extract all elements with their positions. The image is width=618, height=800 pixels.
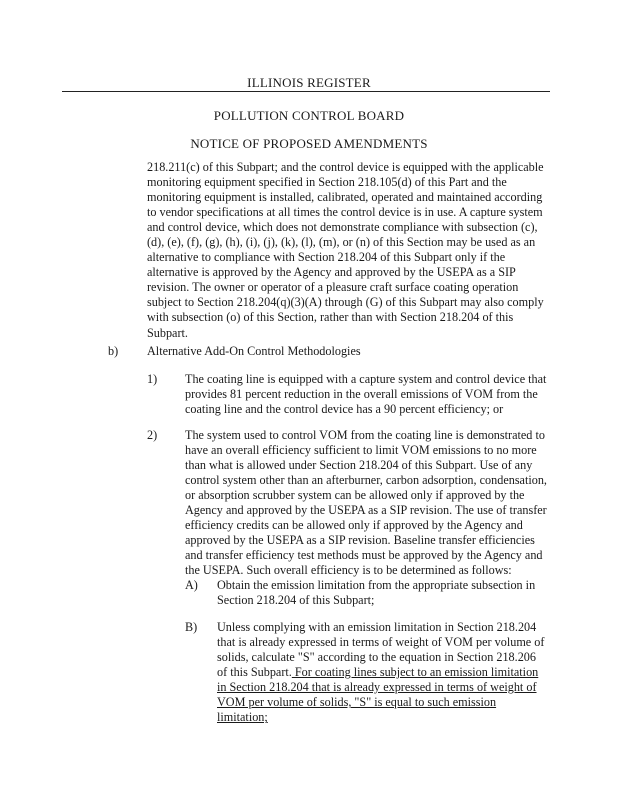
item-A-text [217,578,567,608]
item-B-text [217,620,572,725]
text-line: Subpart. [147,325,188,340]
underlined-line: in Section 218.204 that is already expressed in terms of weight of [217,680,537,695]
item-1-text [185,372,567,417]
text-line: revision. The owner or operator of a pleasure craft surface coating operation [147,280,519,295]
text-line: Section 218.204 of this Subpart; [217,593,375,608]
underlined-line: limitation; [217,710,268,725]
underlined-insertion: For coating lines subject to an emission limitation [291,665,539,680]
text-line: Unless complying with an emission limitation in Section 218.204 [217,620,537,634]
item-B-label: B) [185,620,198,634]
notice-title: NOTICE OF PROPOSED AMENDMENTS [190,136,428,151]
item-2-number: 2) [147,428,158,442]
text-line: alternative is approved by the Agency and approved by the USEPA as a SIP [147,265,516,280]
board-title: POLLUTION CONTROL BOARD [213,108,405,123]
text-line: than what is allowed under Section 218.204 of this Subpart. Use of any [185,458,533,473]
text-segment: of this Subpart. [217,665,292,680]
text-line: alternative to compliance with Section 218.204 of this Subpart only if the [147,250,506,265]
text-line: or absorption scrubber system can be allowed only if approved by the [185,488,525,503]
register-title: ILLINOIS REGISTER [247,75,371,90]
text-line: approved by the USEPA as a SIP revision. Baseline transfer efficiencies [185,533,535,548]
text-line: and control device, which does not demonstrate compliance with subsection (c), [147,220,538,235]
text-line: provides 81 percent reduction in the overall emissions of VOM from the [185,387,538,402]
text-line: monitoring equipment is installed, calibrated, operated and maintained according [147,190,543,205]
text-line: 218.211(c) of this Subpart; and the control device is equipped with the applicable [147,160,544,174]
section-b-label: b) [108,344,119,358]
text-line: control system other than an afterburner, carbon adsorption, condensation, [185,473,547,488]
text-line: that is already expressed in terms of weight of VOM per volume of [217,635,545,650]
item-1-number: 1) [147,372,158,386]
item-A-label: A) [185,578,198,592]
text-line: efficiency credits can be allowed only if approved by the Agency and [185,518,523,533]
text-line: The coating line is equipped with a capture system and control device that [185,372,547,386]
text-line [217,665,572,680]
item-2-text [185,428,567,578]
section-b-title: Alternative Add-On Control Methodologies [147,344,361,358]
underlined-line: VOM per volume of solids, "S" is equal to such emission [217,695,497,710]
text-line: monitoring equipment specified in Section 218.105(d) of this Part and the [147,175,507,190]
text-line: the USEPA. Such overall efficiency is to be determined as follows: [185,563,512,578]
text-line: to vendor specifications at all times the control device is in use. A capture system [147,205,543,220]
text-line: subject to Section 218.204(q)(3)(A) through (G) of this Subpart may also comply [147,295,544,310]
text-line: coating line and the control device has a 90 percent efficiency; or [185,402,504,417]
header-rule [62,91,550,92]
text-line: with subsection (o) of this Section, rather than with Section 218.204 of this [147,310,514,325]
intro-paragraph [147,160,567,341]
text-line: The system used to control VOM from the coating line is demonstrated to [185,428,545,442]
text-line: have an overall efficiency sufficient to limit VOM emissions to no more [185,443,537,458]
text-line: solids, calculate "S" according to the equation in Section 218.206 [217,650,536,665]
text-line: Agency and approved by the USEPA as a SIP revision. The use of transfer [185,503,547,518]
text-line: and transfer efficiency test methods must be approved by the Agency and [185,548,543,563]
text-line: (d), (e), (f), (g), (h), (i), (j), (k), (l), (m), or (n) of this Section may be used as an [147,235,536,250]
text-line: Obtain the emission limitation from the appropriate subsection in [217,578,536,592]
